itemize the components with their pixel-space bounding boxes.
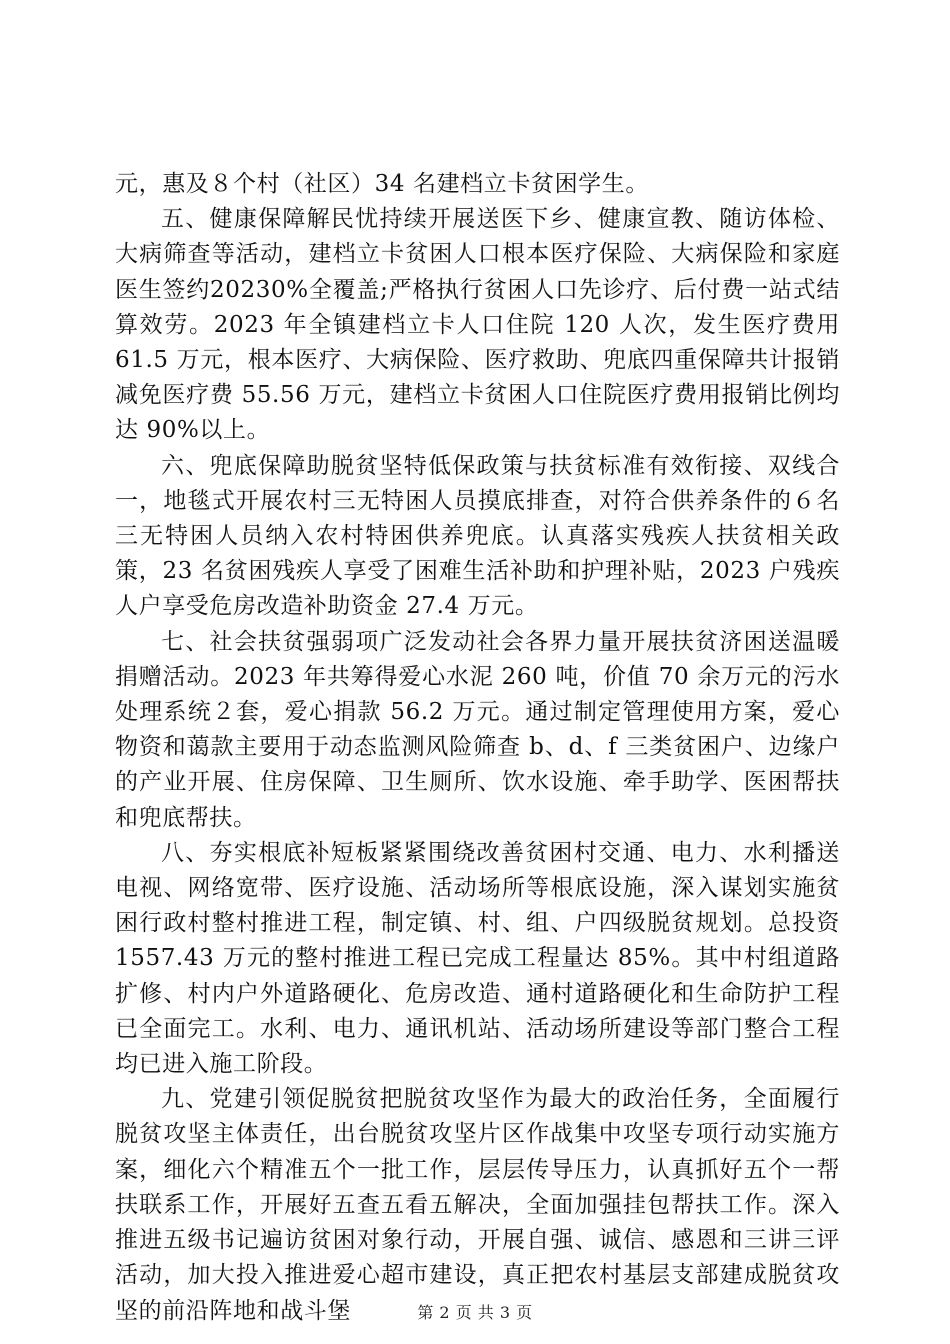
paragraph-party-building: 九、党建引领促脱贫把脱贫攻坚作为最大的政治任务，全面履行脱贫攻坚主体责任，出台脱贫攻坚片区作战集中攻坚专项行动实施方案，细化六个精准五个一批工作，层层传导压力，认真抓好五个一帮扶联系工作，开展好五查五看五解决，全面加强挂包帮扶工作。深入推进五级书记遍访贫困对象行动，开展自强、诚信、感恩和三讲三评活动，加大投入推进爱心超市建设，真正把农村基层支部建成脱贫攻坚的前沿阵地和战斗堡 xyxy=(115,1086,840,1324)
paragraph-infrastructure: 八、夯实根底补短板紧紧围绕改善贫困村交通、电力、水利播送电视、网络宽带、医疗设施、活动场所等根底设施，深入谋划实施贫困行政村整村推进工程，制定镇、村、组、户四级脱贫规划。总投资 1557.43 万元的整村推进工程已完成工程量达 85%。其中村组道路扩修、村内户外道路硬化、危房改造、通村道路硬化和生命防护工程已全面完工。水利、电力、通讯机站、活动场所建设等部门整合工程均已进入施工阶段。 xyxy=(115,839,840,1078)
paragraph-basic-security: 六、兜底保障助脱贫坚特低保政策与扶贫标准有效衔接、双线合一，地毯式开展农村三无特困人员摸底排查，对符合供养条件的６名三无特困人员纳入农村特困供养兜底。认真落实残疾人扶贫相关政策，23 名贫困残疾人享受了困难生活补助和护理补贴，2023 户残疾人户享受危房改造补助资金 27.4 万元。 xyxy=(115,452,840,620)
document-body xyxy=(115,167,840,1329)
paragraph-social-poverty-relief: 七、社会扶贫强弱项广泛发动社会各界力量开展扶贫济困送温暖捐赠活动。2023 年共筹得爱心水泥 260 吨，价值 70 余万元的污水处理系统２套，爱心捐款 56.2 万元。通过制定管理使用方案，爱心物资和蔼款主要用于动态监测风险筛查 b、d、f 三类贫困户、边缘户的产业开展、住房保障、卫生厕所、饮水设施、牵手助学、医困帮扶和兜底帮扶。 xyxy=(115,628,840,831)
paragraph-health-security: 五、健康保障解民忧持续开展送医下乡、健康宣教、随访体检、大病筛查等活动，建档立卡贫困人口根本医疗保险、大病保险和家庭医生签约20230%全覆盖;严格执行贫困人口先诊疗、后付费一站式结算效劳。2023 年全镇建档立卡人口住院 120 人次，发生医疗费用 61.5 万元，根本医疗、大病保险、医疗救助、兜底四重保障共计报销减免医疗费 55.56 万元，建档立卡贫困人口住院医疗费用报销比例均达 90%以上。 xyxy=(115,206,840,444)
page-footer: 第 2 页 共 3 页 xyxy=(417,1303,533,1322)
paragraph-continuation: 元，惠及８个村（社区）34 名建档立卡贫困学生。 xyxy=(115,171,649,197)
